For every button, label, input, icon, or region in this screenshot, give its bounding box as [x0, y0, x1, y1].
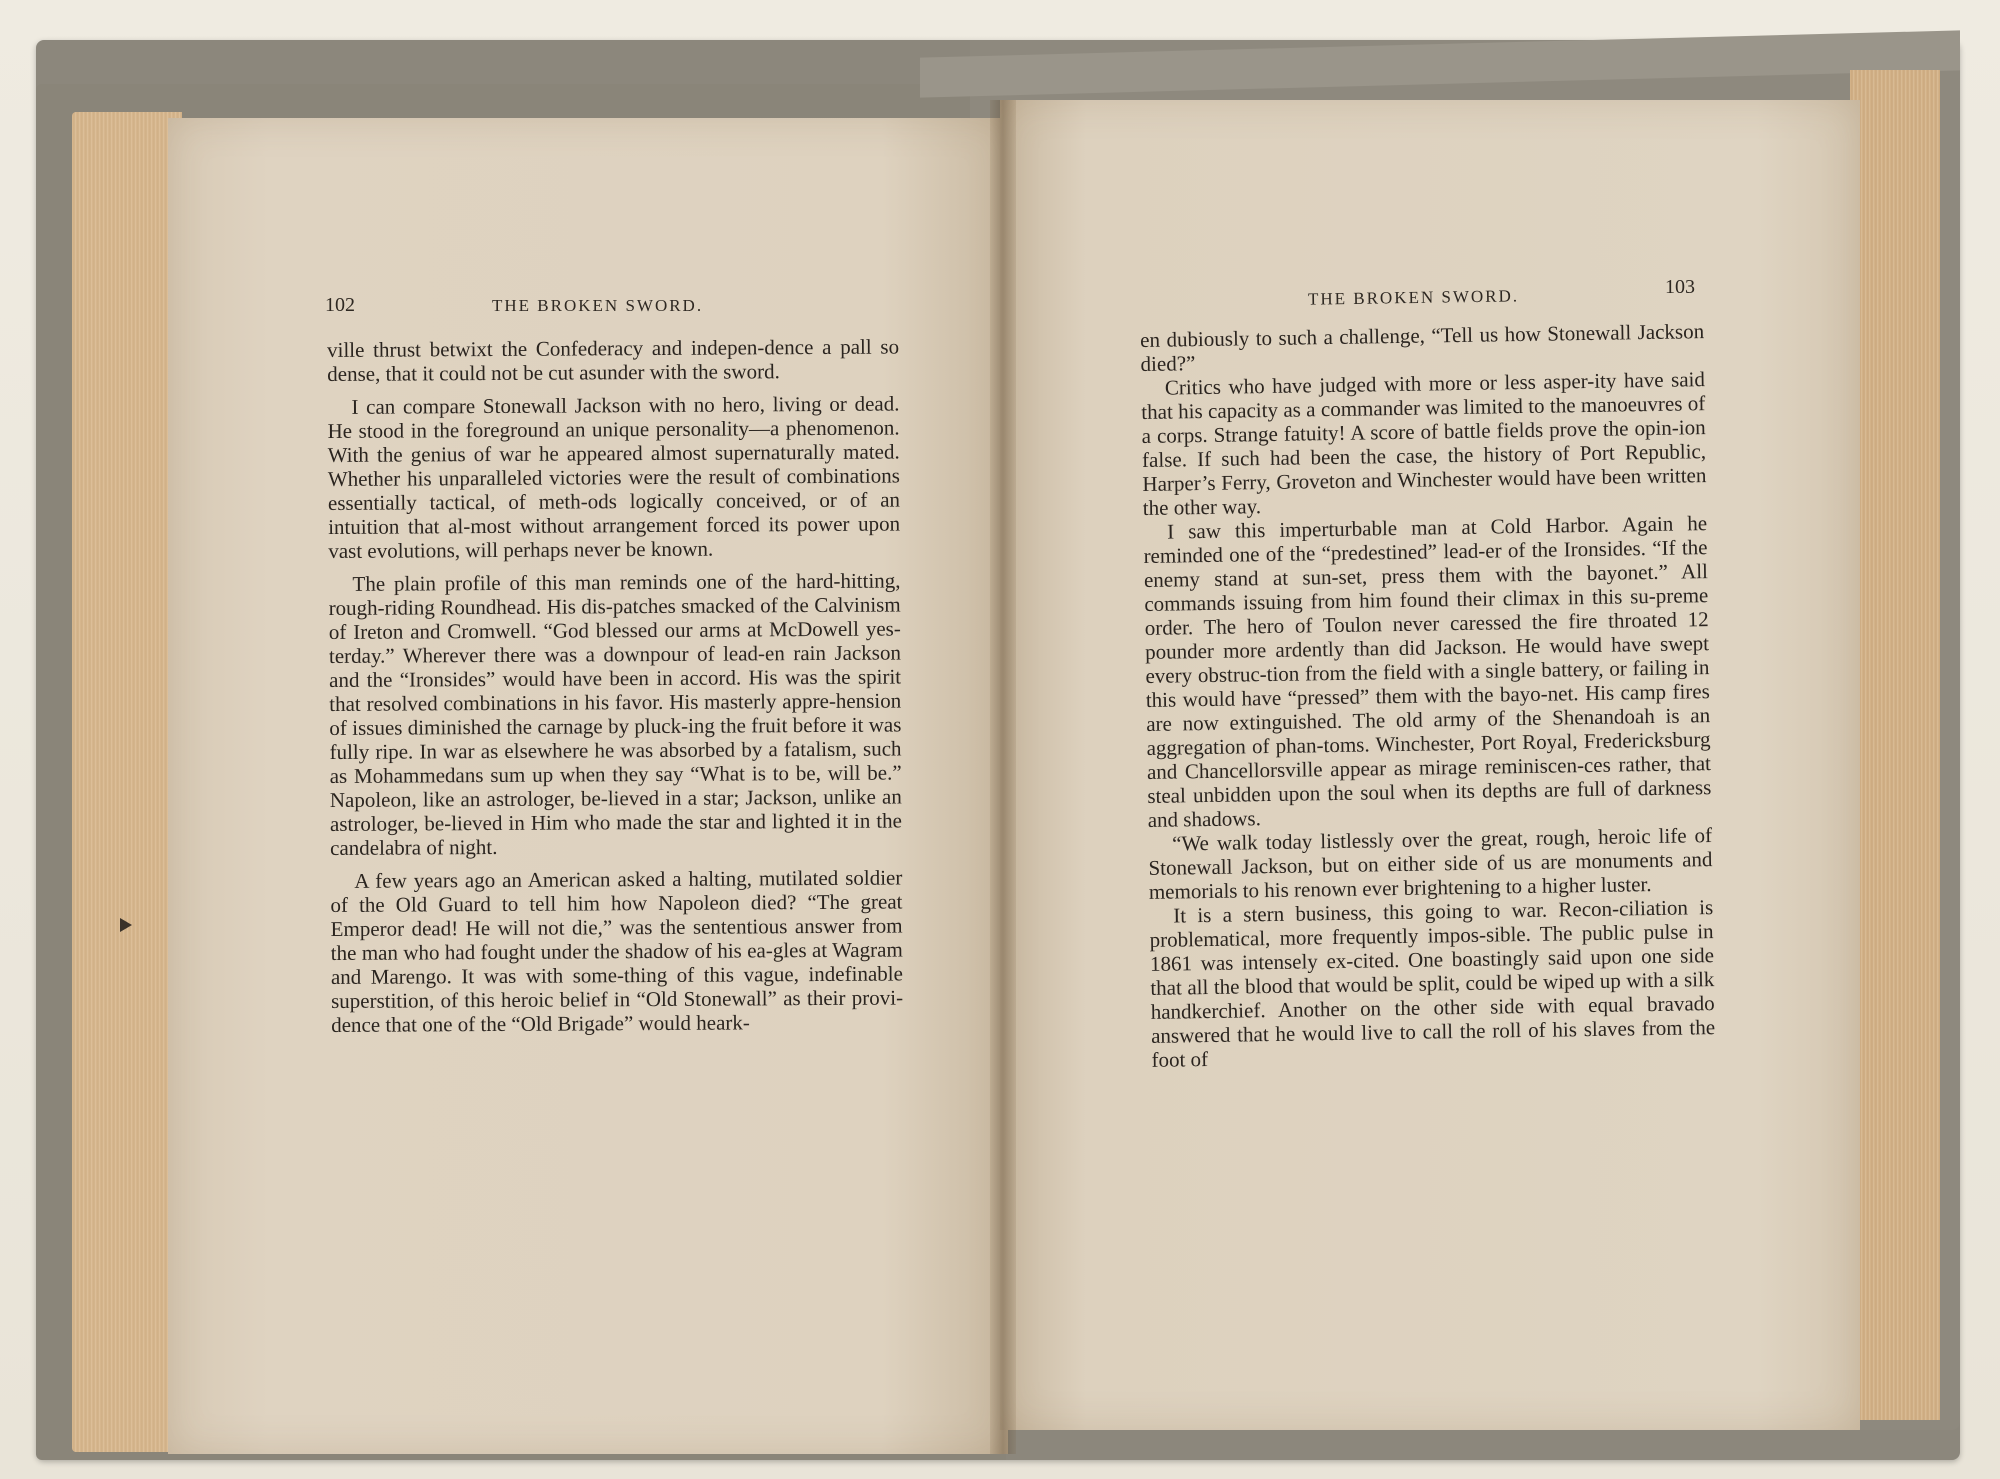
page-edges-right — [1850, 70, 1940, 1420]
left-paragraph-1: ville thrust betwixt the Confederacy and indepen-dence a pall so dense, that it could not be cut asunder with the sword. — [327, 334, 900, 386]
left-paragraph-2: I can compare Stonewall Jackson with no hero, living or dead. He stood in the foreground an unique personality—a phenomenon. With the genius of war he appeared almost supernaturally mated. Whether his unparalleled victories were the result of combinations essentially tactical, of meth-ods logically conceived, or of an intuition that al-most without arrangement forced its power upon vast evolutions, will perhaps never be known. — [327, 391, 901, 563]
right-page-text — [1140, 319, 1716, 1072]
right-page-number: 103 — [1665, 276, 1695, 298]
left-page-text — [327, 335, 903, 1037]
right-paragraph-5: It is a stern business, this going to war. Recon-ciliation is problematical, more frequently impos-sible. The public pulse in 1861 was intensely ex-cited. One boastingly said upon one side that all the blood that would be split, could be wiped up with a silk handkerchief. Another on the other side with equal bravado answered that he would live to call the roll of his slaves from the foot of — [1149, 895, 1716, 1072]
right-paragraph-1: en dubiously to such a challenge, “Tell us how Stonewall Jackson died?” — [1140, 319, 1705, 376]
left-paragraph-3: The plain profile of this man reminds one of the hard-hitting, rough-riding Roundhead. His dis-patches smacked of the Calvinism of Ireton and Cromwell. “God blessed our arms at McDowell yes-terday.” Wherever there was a downpour of lead-en rain Jackson and the “Ironsides” would have been in accord. His was the spirit that resolved combinations in his favor. His masterly appre-hension of issues diminished the carnage by pluck-ing the fruit before it was fully ripe. In war as elsewhere he was absorbed by a fatalism, such as Mohammedans sum up when they say “What is to be, will be.” Napoleon, like an astrologer, be-lieved in a star; Jackson, unlike an astrologer, be-lieved in Him who made the star and lighted it in the candelabra of night. — [328, 568, 903, 860]
left-paragraph-4: A few years ago an American asked a halting, mutilated soldier of the Old Guard to tell him how Napoleon died? “The great Emperor dead! He will not die,” was the sententious answer from the man who had fought under the shadow of his ea-gles at Wagram and Marengo. It was with some-thing of this vague, indefinable superstition, of this heroic belief in “Old Stonewall” as their provi-dence that one of the “Old Brigade” would heark- — [330, 865, 904, 1037]
left-running-head: THE BROKEN SWORD. — [492, 296, 704, 315]
right-paragraph-4: “We walk today listlessly over the great, rough, heroic life of Stonewall Jackson, but on either side of us are monuments and memorials to his renown ever brightening to a higher luster. — [1148, 823, 1713, 904]
right-paragraph-2: Critics who have judged with more or less asper-ity have said that his capacity as a commander was limited to the manoeuvres of a corps. Strange fatuity! A score of battle fields prove the opin-ion false. If such had been the case, the history of Port Republic, Harper’s Ferry, Groveton and Winchester would have been written the other way. — [1141, 367, 1707, 520]
right-running-head: THE BROKEN SWORD. — [1307, 286, 1520, 309]
right-paragraph-3: I saw this imperturbable man at Cold Harbor. Again he reminded one of the “predestined” lead-er of the Ironsides. “If the enemy stand at sun-set, press them with the bayonet.” All commands issuing from him found their climax in this su-preme order. The hero of Toulon never caressed the fire throated 12 pounder more ardently than did Jackson. He would have swept every obstruc-tion from the field with a single battery, or failing in this would have “pressed” them with the bayo-net. His camp fires are now extinguished. The old army of the Shenandoah is an aggregation of phan-toms. Winchester, Port Royal, Fredericksburg and Chancellorsville appear as mirage reminiscen-ces rather, that steal unbidden upon the soul when its depths are full of darkness and shadows. — [1143, 511, 1712, 832]
left-page-number: 102 — [325, 294, 355, 316]
book-gutter — [990, 100, 1016, 1454]
page-edges-left — [72, 112, 182, 1452]
